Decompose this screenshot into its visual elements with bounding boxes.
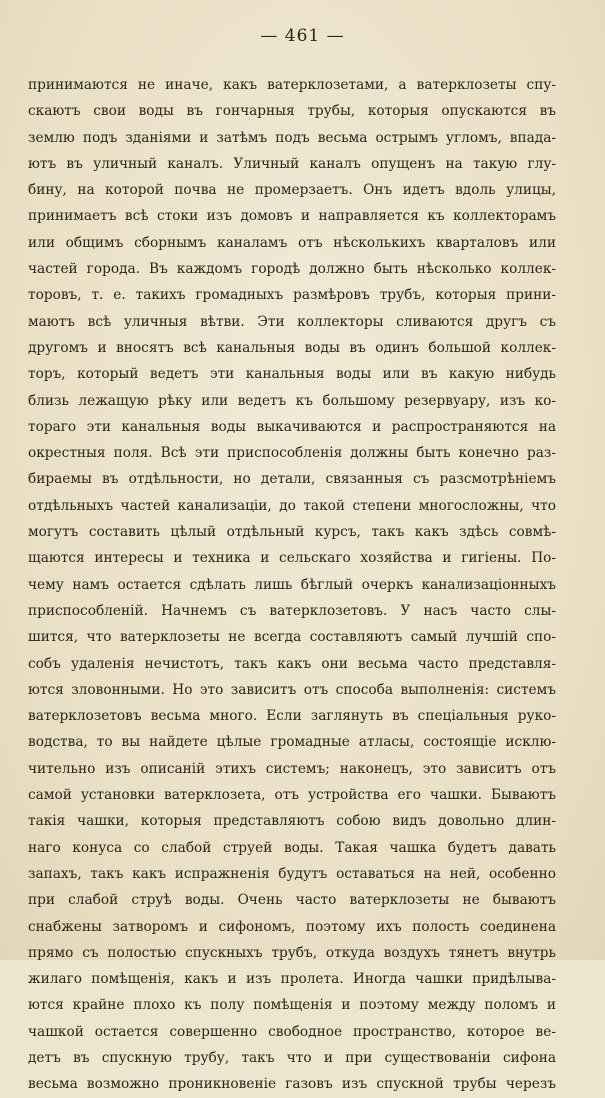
text-line: или общимъ сборнымъ каналамъ отъ нѣсколькихъ кварталовъ или — [28, 234, 556, 251]
text-line: собъ удаленія нечистотъ, такъ какъ они весьма часто представля- — [28, 655, 556, 672]
body-text — [28, 72, 556, 1098]
text-line: ватерклозетовъ весьма много. Если заглянуть въ спеціальныя руко- — [28, 708, 556, 725]
text-line: ютъ въ уличный каналъ. Уличный каналъ опущенъ на такую глу- — [28, 155, 556, 172]
text-line: торъ, который ведетъ эти канальныя воды или въ какую нибудь — [28, 366, 556, 383]
text-line: маютъ всѣ уличныя вѣтви. Эти коллекторы сливаются другъ съ — [28, 313, 556, 330]
text-line: такія чашки, которыя представляютъ собою видъ довольно длин- — [28, 813, 556, 830]
text-line: могутъ составить цѣлый отдѣльный курсъ, такъ какъ здѣсь совмѣ- — [28, 524, 556, 541]
text-line: чашкой остается совершенно свободное пространство, которое ве- — [28, 1023, 556, 1040]
text-line: скаютъ свои воды въ гончарныя трубы, которыя опускаются въ — [28, 103, 556, 120]
text-line: приспособленій. Начнемъ съ ватерклозетовъ. У насъ часто слы- — [28, 602, 556, 619]
text-line: шится, что ватерклозеты не всегда составляютъ самый лучшій спо- — [28, 629, 556, 646]
text-line: близь лежащую рѣку или ведетъ къ большому резервуару, изъ ко- — [28, 392, 556, 409]
text-line: жилаго помѣщенія, какъ и изъ пролета. Иногда чашки придѣлыва- — [28, 971, 556, 988]
text-line: весьма возможно проникновеніе газовъ изъ спускной трубы черезъ — [28, 1076, 556, 1093]
text-line: щаются интересы и техника и сельскаго хозяйства и гигіены. По- — [28, 550, 556, 567]
text-line: принимаетъ всѣ стоки изъ домовъ и направляется къ коллекторамъ — [28, 208, 556, 225]
text-line: чительно изъ описаній этихъ системъ; наконецъ, это зависитъ отъ — [28, 760, 556, 777]
text-line: отдѣльныхъ частей канализаціи, до такой степени многосложны, что — [28, 497, 556, 514]
text-line: чему намъ остается сдѣлать лишь бѣглый очеркъ канализаціонныхъ — [28, 576, 556, 593]
text-line: детъ въ спускную трубу, такъ что и при существованіи сифона — [28, 1049, 556, 1066]
text-line: ются зловонными. Но это зависитъ отъ способа выполненія: системъ — [28, 681, 556, 698]
page-number: — 461 — — [260, 26, 345, 46]
text-line: снабжены затворомъ и сифономъ, поэтому ихъ полость соединена — [28, 918, 556, 935]
text-line: принимаются не иначе, какъ ватерклозетами, а ватерклозеты спу- — [28, 77, 556, 93]
text-line: тораго эти канальныя воды выкачиваются и распространяются на — [28, 418, 556, 435]
text-line: частей города. Въ каждомъ городѣ должно быть нѣсколько коллек- — [28, 261, 556, 278]
text-line: окрестныя поля. Всѣ эти приспособленія должны быть конечно раз- — [28, 445, 556, 462]
text-line: самой установки ватерклозета, отъ устройства его чашки. Бываютъ — [28, 787, 556, 804]
text-line: бину, на которой почва не промерзаетъ. Онъ идетъ вдоль улицы, — [28, 182, 556, 199]
text-line: запахъ, такъ какъ испражненія будутъ оставаться на ней, особенно — [28, 865, 556, 882]
text-line: прямо съ полостью спускныхъ трубъ, откуда воздухъ тянетъ внутрь — [28, 944, 556, 961]
text-line: наго конуса со слабой струей воды. Такая чашка будетъ давать — [28, 839, 556, 856]
text-line: другомъ и вносятъ всѣ канальныя воды въ одинъ большой коллек- — [28, 339, 556, 356]
text-line: при слабой струѣ воды. Очень часто ватерклозеты не бываютъ — [28, 892, 556, 909]
text-line: бираемы въ отдѣльности, но детали, связанныя съ разсмотрѣніемъ — [28, 471, 556, 488]
text-line: ются крайне плохо къ полу помѣщенія и поэтому между поломъ и — [28, 997, 556, 1014]
text-line: водства, то вы найдете цѣлые громадные атласы, состоящіе исклю- — [28, 734, 556, 751]
text-line: землю подъ зданіями и затѣмъ подъ весьма острымъ угломъ, впада- — [28, 129, 556, 146]
text-line: торовъ, т. е. такихъ громадныхъ размѣровъ трубъ, которыя прини- — [28, 287, 556, 304]
